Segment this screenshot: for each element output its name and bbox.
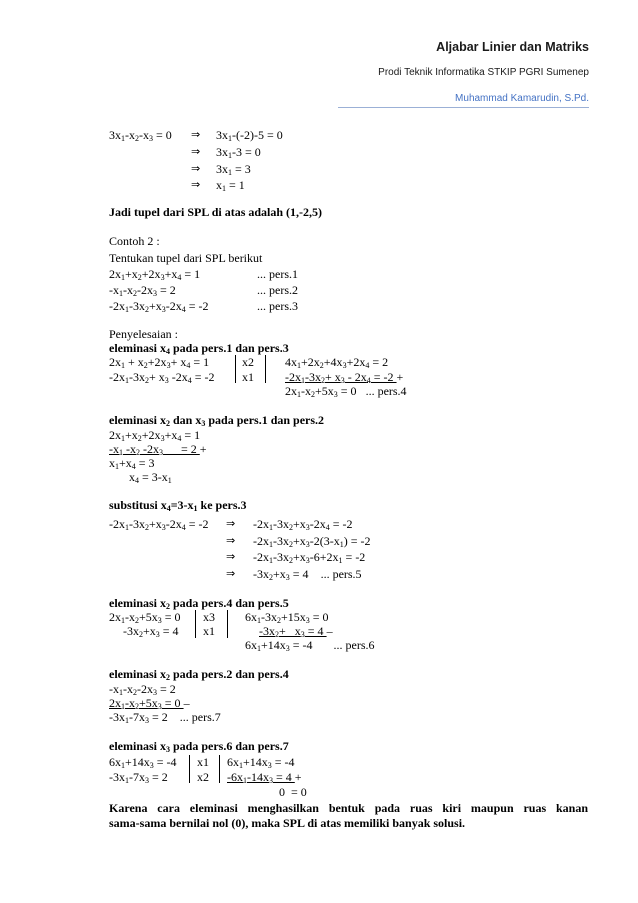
final-statement: Karena cara eleminasi menghasilkan bentuk pada ruas kiri maupun ruas kanan (109, 801, 588, 815)
multiplier: x3 (203, 610, 215, 624)
equation: $-2x_1-3x_2+x_3-2x_4 = -2$ (109, 299, 209, 314)
equation: $x_1 = 1$ (216, 178, 245, 193)
divider-bar (195, 610, 196, 638)
equation: $-3x_2+x_3 = 4$ (123, 624, 179, 639)
equation: $-x_1$ $-x_2$ $-2x_3$ = 2 + (109, 442, 207, 457)
final-statement: sama-sama bernilai nol (0), maka SPL di atas memiliki banyak solusi. (109, 816, 466, 830)
implies-icon: ⇒ (191, 162, 201, 175)
equation: $-3x_1-7x_3 = 2$ (109, 770, 168, 785)
step-heading: eleminasi $x_3$ pada pers.6 dan pers.7 (109, 739, 289, 754)
equation: $-3x_2+x_3 = 4$ ... pers.5 (253, 567, 362, 582)
equation: $2x_1-x_2+5x_3 = 0$ (109, 610, 181, 625)
multiplier: x1 (203, 624, 215, 638)
conclusion: Jadi tupel dari SPL di atas adalah (1,-2,5) (109, 205, 323, 219)
equation: $3x_1-x_2-x_3 = 0$ (109, 128, 172, 143)
equation: $2x_1 + x_2+2x_3+ x_4 = 1$ (109, 355, 210, 370)
step-heading: eleminasi $x_4$ pada pers.1 dan pers.3 (109, 341, 289, 356)
equation: 0 = 0 (279, 785, 307, 799)
implies-icon: ⇒ (226, 567, 236, 580)
equation-tag: ... pers.1 (257, 267, 298, 281)
equation: $-2x_1-3x_2+x_3-2x_4 = -2$ (253, 517, 353, 532)
equation: $2x_1+x_2+2x_3+x_4 = 1$ (109, 267, 201, 282)
step-heading: eleminasi $x_2$ pada pers.2 dan pers.4 (109, 667, 289, 682)
implies-icon: ⇒ (191, 128, 201, 141)
divider-bar (189, 755, 190, 783)
divider-bar (265, 355, 266, 383)
equation: $-2x_1-3x_2+ x_3 - 2x_4 = -2$ + (285, 370, 404, 385)
implies-icon: ⇒ (226, 550, 236, 563)
step-heading: substitusi $x_4=3-x_1$ ke pers.3 (109, 498, 247, 513)
equation: $-2x_1-3x_2+x_3-2x_4 = -2$ (109, 517, 209, 532)
equation: $6x_1-3x_2+15x_3 = 0$ (245, 610, 329, 625)
header-author: Muhammad Kamarudin, S.Pd. (455, 93, 589, 104)
multiplier: x2 (242, 355, 254, 369)
header-subtitle: Prodi Teknik Informatika STKIP PGRI Sumenep (378, 67, 589, 78)
equation: $2x_1-x_2+5x_3 = 0$ ... pers.4 (285, 384, 407, 399)
equation: $2x_1-x_2+5x_3 = 0$ – (109, 696, 190, 711)
equation: $-2x_1-3x_2+ x_3$ $-2x_4 = -2$ (109, 370, 215, 385)
implies-icon: ⇒ (191, 178, 201, 191)
divider-bar (227, 610, 228, 638)
equation: $6x_1+14x_3 = -4$ ... pers.6 (245, 638, 375, 653)
equation: $x_4 = 3-x_1$ (129, 470, 172, 485)
step-heading: eleminasi $x_2$ dan $x_3$ pada pers.1 dan pers.2 (109, 413, 325, 428)
equation: $x_1+x_4 = 3$ (109, 456, 155, 471)
equation: $-x_1-x_2-2x_3 = 2$ (109, 283, 176, 298)
divider-bar (235, 355, 236, 383)
implies-icon: ⇒ (191, 145, 201, 158)
equation: $-3x_1-7x_3 = 2$ ... pers.7 (109, 710, 221, 725)
header-title: Aljabar Linier dan Matriks (436, 40, 589, 54)
implies-icon: ⇒ (226, 517, 236, 530)
equation: $-2x_1-3x_2+x_3-6+2x_1 = -2$ (253, 550, 366, 565)
divider-bar (219, 755, 220, 783)
equation: $3x_1 = 3$ (216, 162, 251, 177)
equation: $3x_1-3 = 0$ (216, 145, 261, 160)
equation: $-2x_1-3x_2+x_3-2(3-x_1) = -2$ (253, 534, 371, 549)
implies-icon: ⇒ (226, 534, 236, 547)
step-heading: eleminasi $x_2$ pada pers.4 dan pers.5 (109, 596, 289, 611)
equation-tag: ... pers.3 (257, 299, 298, 313)
equation: $2x_1+x_2+2x_3+x_4 = 1$ (109, 428, 201, 443)
solution-heading: Penyelesaian : (109, 327, 178, 341)
example-heading: Contoh 2 : (109, 234, 160, 248)
equation: $3x_1-(-2)-5 = 0$ (216, 128, 283, 143)
header-divider (338, 107, 589, 108)
multiplier: x2 (197, 770, 209, 784)
multiplier: x1 (242, 370, 254, 384)
equation: $6x_1+14x_3 = -4$ (109, 755, 177, 770)
equation: $6x_1+14x_3 = -4$ (227, 755, 295, 770)
equation: $-6x_1-14x_3 = 4$ + (227, 770, 302, 785)
instruction: Tentukan tupel dari SPL berikut (109, 251, 263, 265)
equation: $-x_1-x_2-2x_3 = 2$ (109, 682, 176, 697)
equation: $4x_1+2x_2+4x_3+2x_4 = 2$ (285, 355, 389, 370)
equation: $-3x_2+ x_3 = 4$ – (259, 624, 333, 639)
equation-tag: ... pers.2 (257, 283, 298, 297)
multiplier: x1 (197, 755, 209, 769)
